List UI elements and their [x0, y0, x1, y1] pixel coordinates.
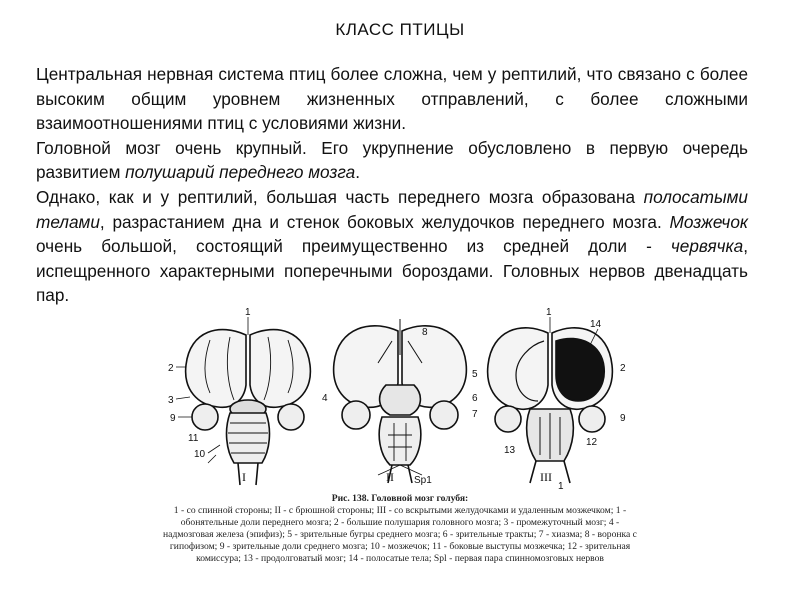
emphasis-vermis: червячка [670, 236, 744, 257]
label-1-view1: 1 [245, 307, 251, 318]
label-2-view1: 2 [168, 363, 174, 374]
emphasis-striatum: полосатыми телами [36, 186, 748, 232]
brain-view-ventral [334, 319, 467, 483]
view-label-2: II [386, 470, 394, 484]
label-4-view2: 4 [322, 393, 328, 404]
page-title: КЛАСС ПТИЦЫ [335, 20, 465, 39]
label-7-view2: 7 [472, 409, 478, 420]
label-12-view3: 12 [586, 437, 598, 448]
label-sp1-view2: Sp1 [414, 475, 432, 486]
label-8-view2: 8 [422, 327, 428, 338]
brain-view-opened [488, 317, 613, 483]
label-6-view2: 6 [472, 393, 478, 404]
emphasis-cerebellum: Мозжечок [669, 211, 748, 232]
label-1-view3: 1 [546, 307, 552, 318]
label-14-view3: 14 [590, 319, 602, 330]
caption-body: 1 - со спинной стороны; II - с брюшной стороны; III - со вскрытыми желудочками и удаленным мозжечком; 1 - обонятельные доли переднего мозга; 2 - большие полушария головного мозга; 3 - промежуточный мозг; 4 - надмозговая железа (эпифиз); 5 - зрительные бугры среднего мозга; 6 - зрительные тракты; 7 - хиазма; 8 - воронка с гипофизом; 9 - зрительные доли среднего мозга; 10 - мозжечок; 11 - боковые выступы мозжечка; 12 - зрительная комиссура; 13 - продолговатый мозг; 14 - полосатые тела; Spl - первая пара спинномозговых нервов [163, 505, 637, 564]
paragraph-2: Головной мозг очень крупный. Его укрупнение обусловлено в первую очередь развитием полушарий переднего мозга. [36, 137, 748, 183]
label-1c-view3: 1 [558, 481, 564, 492]
body-text [36, 62, 748, 308]
label-10-view1: 10 [194, 449, 206, 460]
label-11-view1: 11 [188, 433, 199, 444]
label-2-view3: 2 [620, 363, 626, 374]
view-label-1: I [242, 470, 246, 484]
label-3-view1: 3 [168, 395, 174, 406]
figure-caption [162, 493, 638, 565]
emphasis-hemispheres: полушарий переднего мозга [125, 162, 356, 183]
caption-heading: Рис. 138. Головной мозг голубя: [331, 493, 469, 504]
label-13-view3: 13 [504, 445, 516, 456]
label-9-view1: 9 [170, 413, 176, 424]
brain-figure [150, 305, 650, 495]
label-5-view2: 5 [472, 369, 478, 380]
label-9-view3: 9 [620, 413, 626, 424]
paragraph-1: Центральная нервная система птиц более сложна, чем у рептилий, что связано с более высоким общим уровнем жизненных отправлений, с более сложными взаимоотношениями птиц с условиями жизни. [36, 64, 748, 134]
view-label-3: III [540, 470, 552, 484]
paragraph-3: Однако, как и у рептилий, большая часть переднего мозга образована полосатыми телами, разрастанием дна и стенок боковых желудочков переднего мозга. Мозжечок очень большой, состоящий преимущественно из средней доли - червячка, испещренного характерными поперечными бороздами. Головных нервов двенадцать пар. [36, 186, 748, 306]
